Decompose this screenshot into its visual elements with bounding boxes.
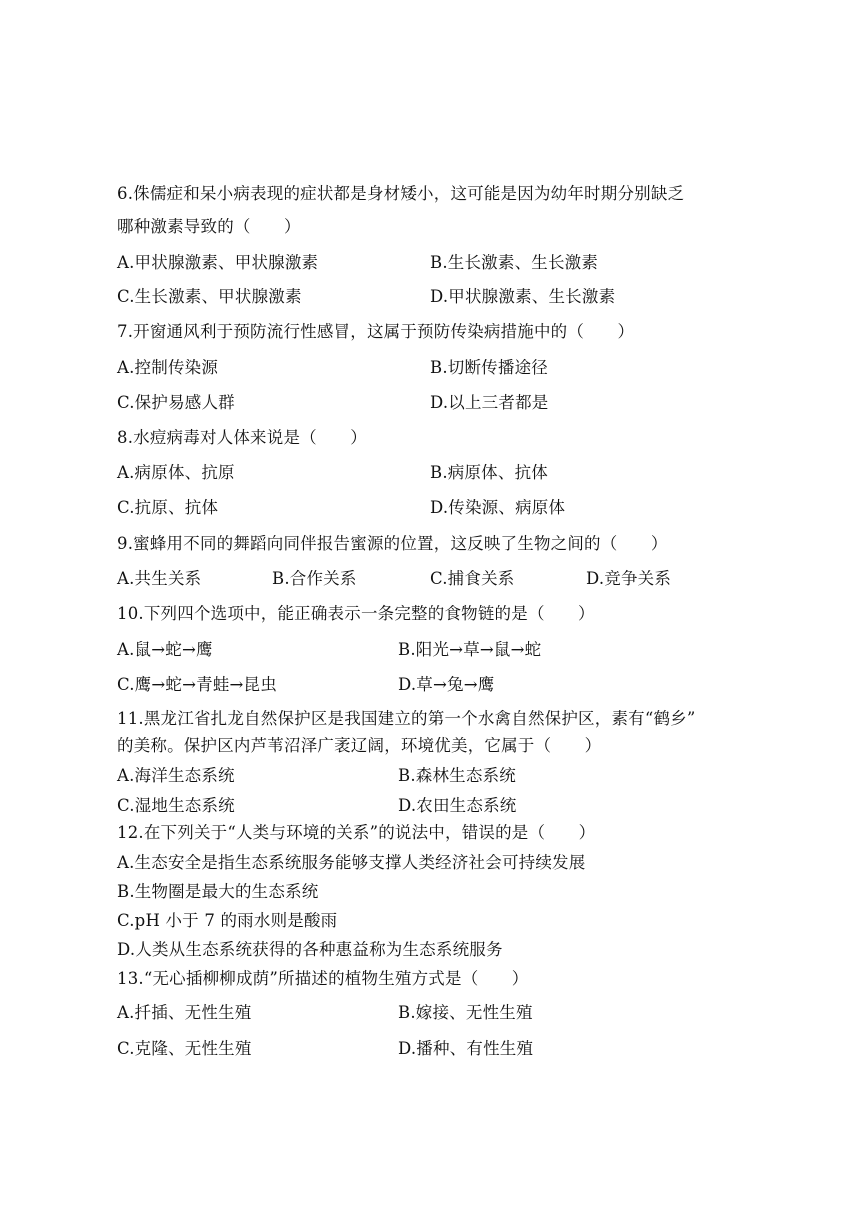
- q9-option-d: D.竞争关系: [586, 569, 672, 588]
- q6-option-b: B.生长激素、生长激素: [430, 253, 599, 272]
- q8-stem: 8.水痘病毒对人体来说是（ ）: [117, 428, 367, 447]
- q8-option-a: A.病原体、抗原: [117, 463, 235, 482]
- q13-option-a: A.扦插、无性生殖: [117, 1003, 252, 1022]
- q6-option-c: C.生长激素、甲状腺激素: [117, 287, 302, 306]
- q13-option-c: C.克隆、无性生殖: [117, 1039, 252, 1058]
- q8-option-b: B.病原体、抗体: [430, 463, 548, 482]
- q10-option-b: B.阳光→草→鼠→蛇: [398, 640, 542, 659]
- q11-option-d: D.农田生态系统: [398, 796, 517, 815]
- q6-option-d: D.甲状腺激素、生长激素: [430, 287, 616, 306]
- q6-stem-line1: 6.侏儒症和呆小病表现的症状都是身材矮小，这可能是因为幼年时期分别缺乏: [117, 184, 685, 203]
- q13-option-d: D.播种、有性生殖: [398, 1039, 534, 1058]
- q11-option-b: B.森林生态系统: [398, 766, 516, 785]
- q13-stem: 13.“无心插柳柳成荫”所描述的植物生殖方式是（ ）: [117, 969, 529, 988]
- q6-option-a: A.甲状腺激素、甲状腺激素: [117, 253, 319, 272]
- q12-option-d: D.人类从生态系统获得的各种惠益称为生态系统服务: [117, 940, 503, 959]
- q12-option-a: A.生态安全是指生态系统服务能够支撑人类经济社会可持续发展: [117, 853, 586, 872]
- q11-stem-line2: 的美称。保护区内芦苇沼泽广袤辽阔，环境优美，它属于（ ）: [117, 736, 602, 755]
- q10-option-a: A.鼠→蛇→鹰: [117, 640, 213, 659]
- q7-option-c: C.保护易感人群: [117, 393, 235, 412]
- q9-option-c: C.捕食关系: [430, 569, 515, 588]
- q7-stem: 7.开窗通风利于预防流行性感冒，这属于预防传染病措施中的（ ）: [117, 322, 635, 341]
- q12-option-c: C.pH 小于 7 的雨水则是酸雨: [117, 911, 338, 930]
- q9-stem: 9.蜜蜂用不同的舞蹈向同伴报告蜜源的位置，这反映了生物之间的（ ）: [117, 534, 668, 553]
- q11-option-c: C.湿地生态系统: [117, 796, 235, 815]
- q10-stem: 10.下列四个选项中，能正确表示一条完整的食物链的是（ ）: [117, 604, 595, 623]
- q11-option-a: A.海洋生态系统: [117, 766, 235, 785]
- q11-stem-line1: 11.黑龙江省扎龙自然保护区是我国建立的第一个水禽自然保护区，素有“鹤乡”: [117, 709, 696, 728]
- q7-option-a: A.控制传染源: [117, 358, 219, 377]
- q7-option-b: B.切断传播途径: [430, 358, 548, 377]
- q9-option-b: B.合作关系: [272, 569, 357, 588]
- q7-option-d: D.以上三者都是: [430, 393, 549, 412]
- q12-stem: 12.在下列关于“人类与环境的关系”的说法中，错误的是（ ）: [117, 823, 596, 842]
- q8-option-d: D.传染源、病原体: [430, 498, 566, 517]
- q6-stem-line2: 哪种激素导致的（ ）: [117, 217, 301, 236]
- q10-option-d: D.草→兔→鹰: [398, 675, 495, 694]
- q9-option-a: A.共生关系: [117, 569, 202, 588]
- q8-option-c: C.抗原、抗体: [117, 498, 219, 517]
- q13-option-b: B.嫁接、无性生殖: [398, 1003, 533, 1022]
- q10-option-c: C.鹰→蛇→青蛙→昆虫: [117, 675, 277, 694]
- q12-option-b: B.生物圈是最大的生态系统: [117, 882, 319, 901]
